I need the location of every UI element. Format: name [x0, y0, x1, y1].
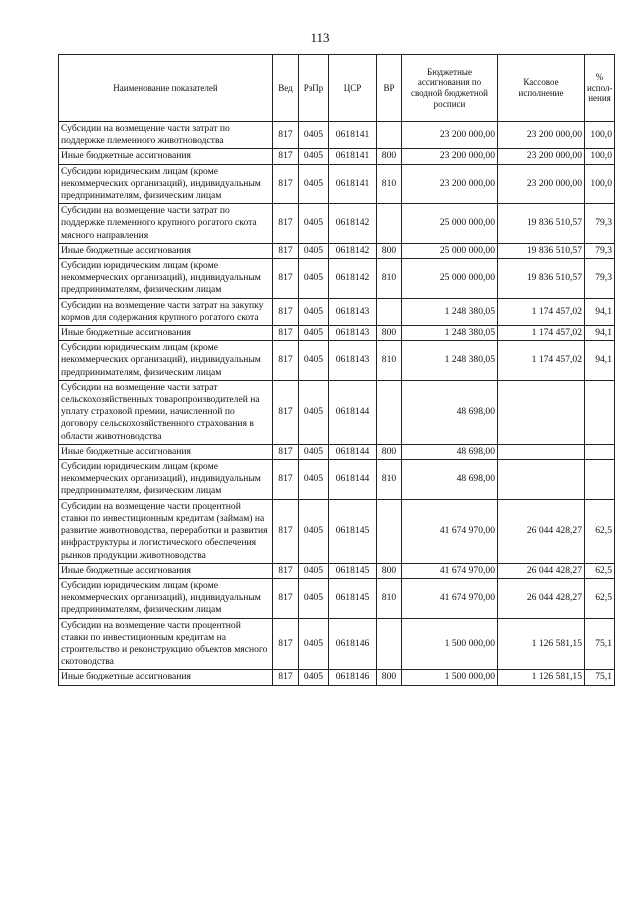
- cell-rzpr: 0405: [299, 380, 329, 444]
- cell-csr: 0618143: [329, 298, 377, 325]
- cell-budget: 23 200 000,00: [402, 164, 498, 204]
- cell-vr: [377, 298, 402, 325]
- cell-name: Субсидии юридическим лицам (кроме некоммерческих организаций), индивидуальным предпринимателям, физическим лицам: [59, 341, 273, 381]
- table-header-row: [59, 55, 615, 122]
- cell-name: Субсидии на возмещение части затрат сельскохозяйственных товаропроизводителей на уплату страховой премии, начисленной по договору сельскохозяйственного страхования в области животноводства: [59, 380, 273, 444]
- table-row: [59, 298, 615, 325]
- cell-ved: 817: [273, 563, 299, 578]
- cell-cash: 19 836 510,57: [498, 259, 585, 299]
- cell-name: Иные бюджетные ассигнования: [59, 563, 273, 578]
- cell-csr: 0618146: [329, 670, 377, 685]
- cell-pct: 62,5: [585, 499, 615, 563]
- cell-budget: 23 200 000,00: [402, 149, 498, 164]
- table-row: [59, 341, 615, 381]
- col-header-pct: % испол-нения: [585, 55, 615, 122]
- cell-cash: 26 044 428,27: [498, 563, 585, 578]
- cell-csr: 0618145: [329, 563, 377, 578]
- table-row: [59, 499, 615, 563]
- cell-name: Иные бюджетные ассигнования: [59, 149, 273, 164]
- cell-name: Субсидии на возмещение части затрат по поддержке племенного животноводства: [59, 122, 273, 149]
- cell-cash: 1 126 581,15: [498, 618, 585, 670]
- table-row: [59, 326, 615, 341]
- cell-name: Субсидии на возмещение части процентной ставки по инвестиционным кредитам на строительство и реконструкцию объектов мясного скотоводства: [59, 618, 273, 670]
- cell-ved: 817: [273, 149, 299, 164]
- table-row: [59, 204, 615, 244]
- cell-csr: 0618144: [329, 380, 377, 444]
- cell-budget: 41 674 970,00: [402, 499, 498, 563]
- cell-name: Субсидии юридическим лицам (кроме некоммерческих организаций), индивидуальным предпринимателям, физическим лицам: [59, 460, 273, 500]
- cell-cash: 23 200 000,00: [498, 122, 585, 149]
- cell-ved: 817: [273, 259, 299, 299]
- cell-ved: 817: [273, 164, 299, 204]
- cell-budget: 25 000 000,00: [402, 243, 498, 258]
- cell-pct: [585, 460, 615, 500]
- cell-budget: 48 698,00: [402, 380, 498, 444]
- cell-budget: 41 674 970,00: [402, 563, 498, 578]
- cell-cash: 26 044 428,27: [498, 499, 585, 563]
- col-header-name: Наименование показателей: [59, 55, 273, 122]
- cell-vr: 800: [377, 326, 402, 341]
- cell-pct: 62,5: [585, 578, 615, 618]
- cell-cash: [498, 444, 585, 459]
- cell-name: Иные бюджетные ассигнования: [59, 670, 273, 685]
- cell-rzpr: 0405: [299, 122, 329, 149]
- cell-csr: 0618143: [329, 326, 377, 341]
- cell-ved: 817: [273, 380, 299, 444]
- cell-pct: 62,5: [585, 563, 615, 578]
- cell-cash: [498, 380, 585, 444]
- cell-budget: 48 698,00: [402, 444, 498, 459]
- cell-vr: 810: [377, 341, 402, 381]
- col-header-vr: ВР: [377, 55, 402, 122]
- cell-pct: 94,1: [585, 298, 615, 325]
- cell-cash: 1 174 457,02: [498, 341, 585, 381]
- cell-ved: 817: [273, 298, 299, 325]
- page-number: 113: [310, 30, 330, 45]
- table-row: [59, 149, 615, 164]
- cell-budget: 41 674 970,00: [402, 578, 498, 618]
- cell-pct: 79,3: [585, 243, 615, 258]
- cell-name: Субсидии на возмещение части затрат по поддержке племенного крупного рогатого скота мясного направления: [59, 204, 273, 244]
- cell-vr: 800: [377, 444, 402, 459]
- table-row: [59, 243, 615, 258]
- cell-rzpr: 0405: [299, 499, 329, 563]
- cell-rzpr: 0405: [299, 578, 329, 618]
- col-header-ved: Вед: [273, 55, 299, 122]
- cell-cash: 23 200 000,00: [498, 164, 585, 204]
- cell-ved: 817: [273, 341, 299, 381]
- table-row: [59, 670, 615, 685]
- cell-cash: 1 174 457,02: [498, 298, 585, 325]
- cell-vr: 810: [377, 578, 402, 618]
- cell-ved: 817: [273, 444, 299, 459]
- cell-budget: 25 000 000,00: [402, 204, 498, 244]
- cell-cash: 1 126 581,15: [498, 670, 585, 685]
- cell-budget: 23 200 000,00: [402, 122, 498, 149]
- cell-ved: 817: [273, 326, 299, 341]
- table-row: [59, 259, 615, 299]
- cell-rzpr: 0405: [299, 460, 329, 500]
- cell-rzpr: 0405: [299, 618, 329, 670]
- cell-pct: 94,1: [585, 326, 615, 341]
- cell-vr: 800: [377, 563, 402, 578]
- cell-csr: 0618146: [329, 618, 377, 670]
- cell-rzpr: 0405: [299, 243, 329, 258]
- col-header-rzpr: РзПр: [299, 55, 329, 122]
- cell-csr: 0618144: [329, 444, 377, 459]
- cell-pct: 100,0: [585, 149, 615, 164]
- cell-vr: [377, 204, 402, 244]
- cell-rzpr: 0405: [299, 298, 329, 325]
- col-header-budget: Бюджетные ассигнования по сводной бюджетной росписи: [402, 55, 498, 122]
- cell-cash: 1 174 457,02: [498, 326, 585, 341]
- table-row: [59, 578, 615, 618]
- cell-ved: 817: [273, 618, 299, 670]
- cell-rzpr: 0405: [299, 444, 329, 459]
- cell-csr: 0618143: [329, 341, 377, 381]
- cell-ved: 817: [273, 243, 299, 258]
- cell-ved: 817: [273, 204, 299, 244]
- table-row: [59, 563, 615, 578]
- cell-pct: 75,1: [585, 670, 615, 685]
- cell-name: Субсидии на возмещение части процентной ставки по инвестиционным кредитам (займам) на развитие животноводства, переработки и развития инфраструктуры и логистического обеспечения рынков продукции животноводства: [59, 499, 273, 563]
- cell-name: Иные бюджетные ассигнования: [59, 243, 273, 258]
- cell-budget: 1 248 380,05: [402, 341, 498, 381]
- cell-pct: 75,1: [585, 618, 615, 670]
- cell-csr: 0618145: [329, 578, 377, 618]
- table-row: [59, 122, 615, 149]
- cell-name: Субсидии юридическим лицам (кроме некоммерческих организаций), индивидуальным предпринимателям, физическим лицам: [59, 578, 273, 618]
- cell-budget: 1 500 000,00: [402, 618, 498, 670]
- cell-csr: 0618142: [329, 204, 377, 244]
- cell-vr: 810: [377, 460, 402, 500]
- cell-cash: 19 836 510,57: [498, 243, 585, 258]
- cell-vr: [377, 380, 402, 444]
- table-row: [59, 460, 615, 500]
- cell-cash: 19 836 510,57: [498, 204, 585, 244]
- cell-vr: 810: [377, 259, 402, 299]
- cell-pct: 79,3: [585, 204, 615, 244]
- cell-budget: 1 500 000,00: [402, 670, 498, 685]
- cell-cash: 26 044 428,27: [498, 578, 585, 618]
- cell-csr: 0618144: [329, 460, 377, 500]
- cell-ved: 817: [273, 460, 299, 500]
- cell-vr: 800: [377, 670, 402, 685]
- cell-csr: 0618141: [329, 122, 377, 149]
- col-header-csr: ЦСР: [329, 55, 377, 122]
- cell-ved: 817: [273, 499, 299, 563]
- cell-budget: 1 248 380,05: [402, 326, 498, 341]
- cell-name: Субсидии на возмещение части затрат на закупку кормов для содержания крупного рогатого скота: [59, 298, 273, 325]
- table-row: [59, 618, 615, 670]
- col-header-cash: Кассовое исполнение: [498, 55, 585, 122]
- cell-rzpr: 0405: [299, 204, 329, 244]
- cell-vr: 800: [377, 243, 402, 258]
- cell-vr: [377, 618, 402, 670]
- cell-budget: 25 000 000,00: [402, 259, 498, 299]
- cell-vr: [377, 122, 402, 149]
- cell-pct: 94,1: [585, 341, 615, 381]
- cell-ved: 817: [273, 670, 299, 685]
- cell-rzpr: 0405: [299, 563, 329, 578]
- cell-cash: 23 200 000,00: [498, 149, 585, 164]
- cell-pct: 100,0: [585, 122, 615, 149]
- cell-budget: 1 248 380,05: [402, 298, 498, 325]
- cell-name: Субсидии юридическим лицам (кроме некоммерческих организаций), индивидуальным предпринимателям, физическим лицам: [59, 259, 273, 299]
- cell-vr: [377, 499, 402, 563]
- cell-csr: 0618141: [329, 149, 377, 164]
- cell-rzpr: 0405: [299, 341, 329, 381]
- table-row: [59, 164, 615, 204]
- cell-csr: 0618141: [329, 164, 377, 204]
- cell-pct: [585, 380, 615, 444]
- cell-rzpr: 0405: [299, 164, 329, 204]
- cell-vr: 810: [377, 164, 402, 204]
- cell-rzpr: 0405: [299, 259, 329, 299]
- cell-budget: 48 698,00: [402, 460, 498, 500]
- cell-name: Иные бюджетные ассигнования: [59, 444, 273, 459]
- cell-pct: 79,3: [585, 259, 615, 299]
- cell-ved: 817: [273, 578, 299, 618]
- cell-name: Иные бюджетные ассигнования: [59, 326, 273, 341]
- cell-cash: [498, 460, 585, 500]
- cell-csr: 0618142: [329, 243, 377, 258]
- budget-table: [58, 54, 615, 686]
- cell-ved: 817: [273, 122, 299, 149]
- cell-pct: 100,0: [585, 164, 615, 204]
- cell-pct: [585, 444, 615, 459]
- table-row: [59, 380, 615, 444]
- cell-rzpr: 0405: [299, 149, 329, 164]
- cell-csr: 0618142: [329, 259, 377, 299]
- cell-csr: 0618145: [329, 499, 377, 563]
- cell-rzpr: 0405: [299, 670, 329, 685]
- cell-vr: 800: [377, 149, 402, 164]
- cell-name: Субсидии юридическим лицам (кроме некоммерческих организаций), индивидуальным предпринимателям, физическим лицам: [59, 164, 273, 204]
- table-row: [59, 444, 615, 459]
- cell-rzpr: 0405: [299, 326, 329, 341]
